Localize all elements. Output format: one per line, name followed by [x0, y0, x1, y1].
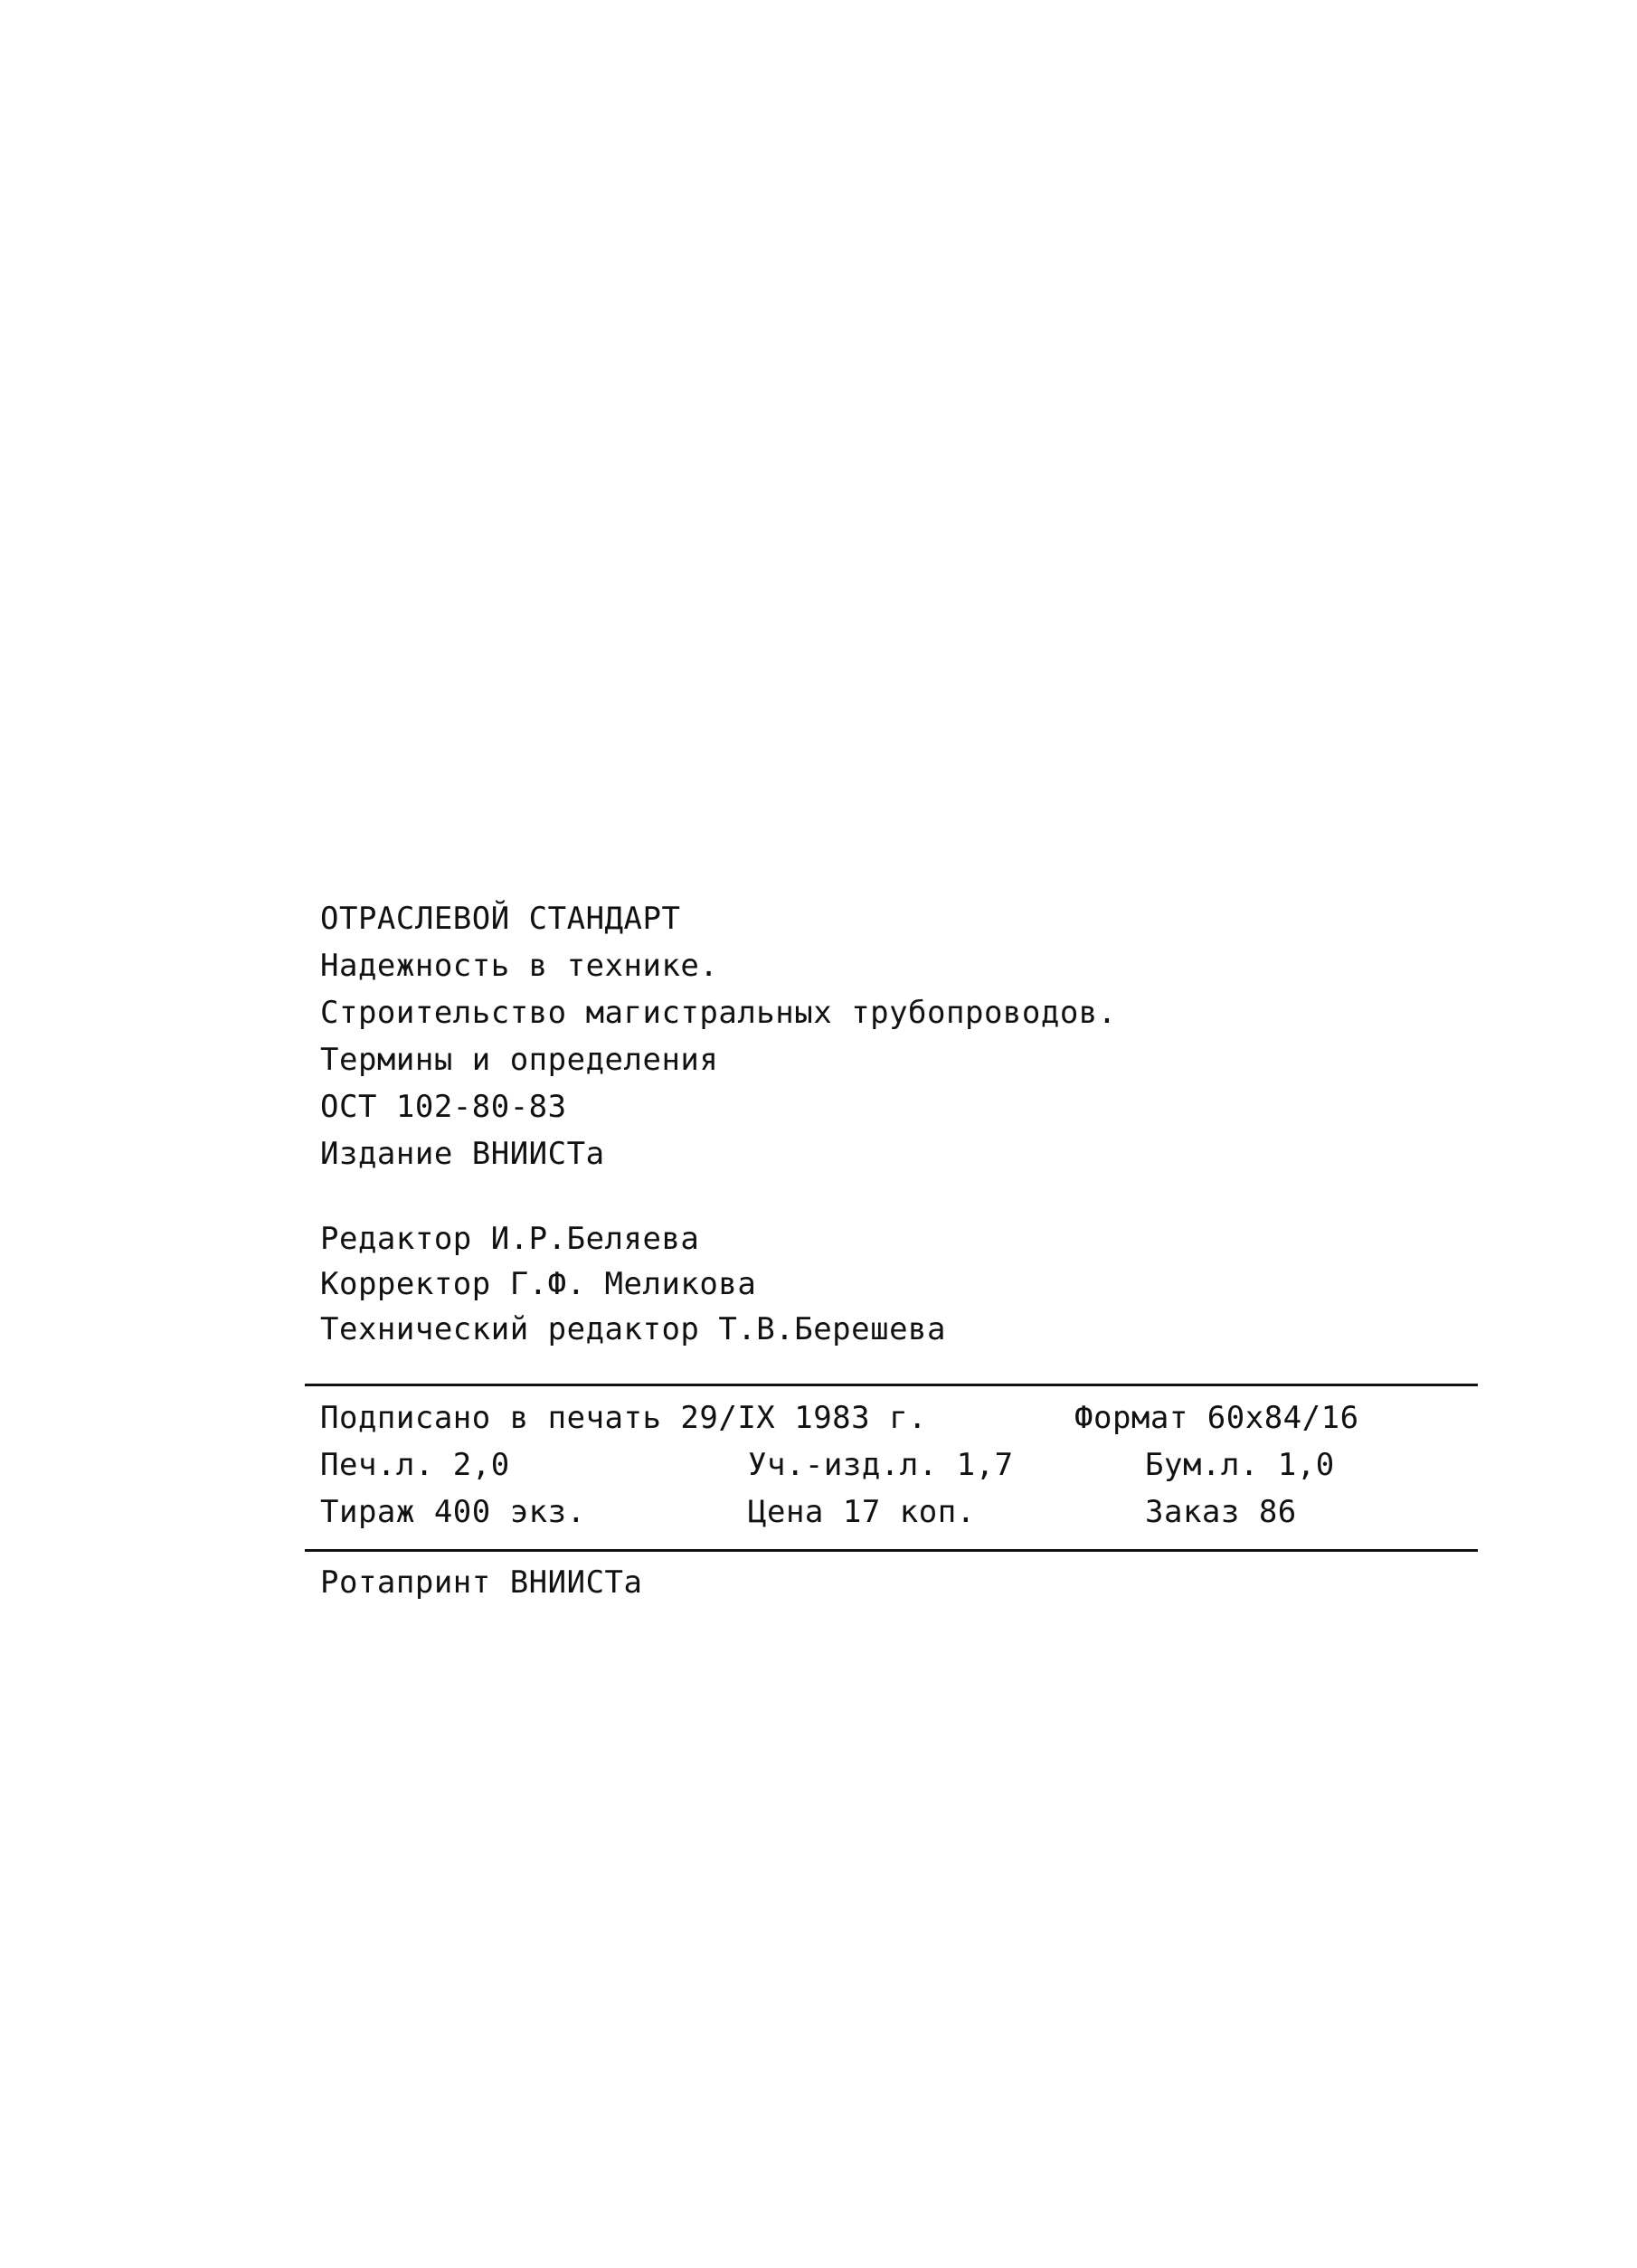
print-sheets: Печ.л. 2,0	[320, 1447, 510, 1483]
standard-type: ОТРАСЛЕВОЙ СТАНДАРТ	[320, 901, 681, 937]
standard-code: ОСТ 102-80-83	[320, 1089, 567, 1125]
standard-topic: Надежность в технике.	[320, 948, 719, 984]
publisher-sheets: Уч.-изд.л. 1,7	[748, 1447, 1014, 1483]
printer-line: Ротапринт ВНИИСТа	[320, 1564, 643, 1601]
paper-sheets: Бум.л. 1,0	[1145, 1447, 1335, 1483]
price: Цена 17 коп.	[748, 1494, 976, 1530]
print-run: Тираж 400 экз.	[320, 1494, 586, 1530]
corrector-line: Корректор Г.Ф. Меликова	[320, 1266, 757, 1302]
editor-line: Редактор И.Р.Беляева	[320, 1221, 700, 1257]
imprint-top-rule	[305, 1384, 1478, 1386]
standard-section: Термины и определения	[320, 1042, 719, 1078]
order-number: Заказ 86	[1145, 1494, 1297, 1530]
standard-subject: Строительство магистральных трубопроводов.	[320, 995, 1117, 1031]
publisher-edition: Издание ВНИИСТа	[320, 1136, 605, 1172]
tech-editor-line: Технический редактор Т.В.Берешева	[320, 1311, 947, 1347]
imprint-bottom-rule	[305, 1549, 1478, 1552]
signed-to-print: Подписано в печать 29/IX 1983 г.	[320, 1400, 928, 1436]
paper-format: Формат 60x84/16	[1074, 1400, 1359, 1436]
